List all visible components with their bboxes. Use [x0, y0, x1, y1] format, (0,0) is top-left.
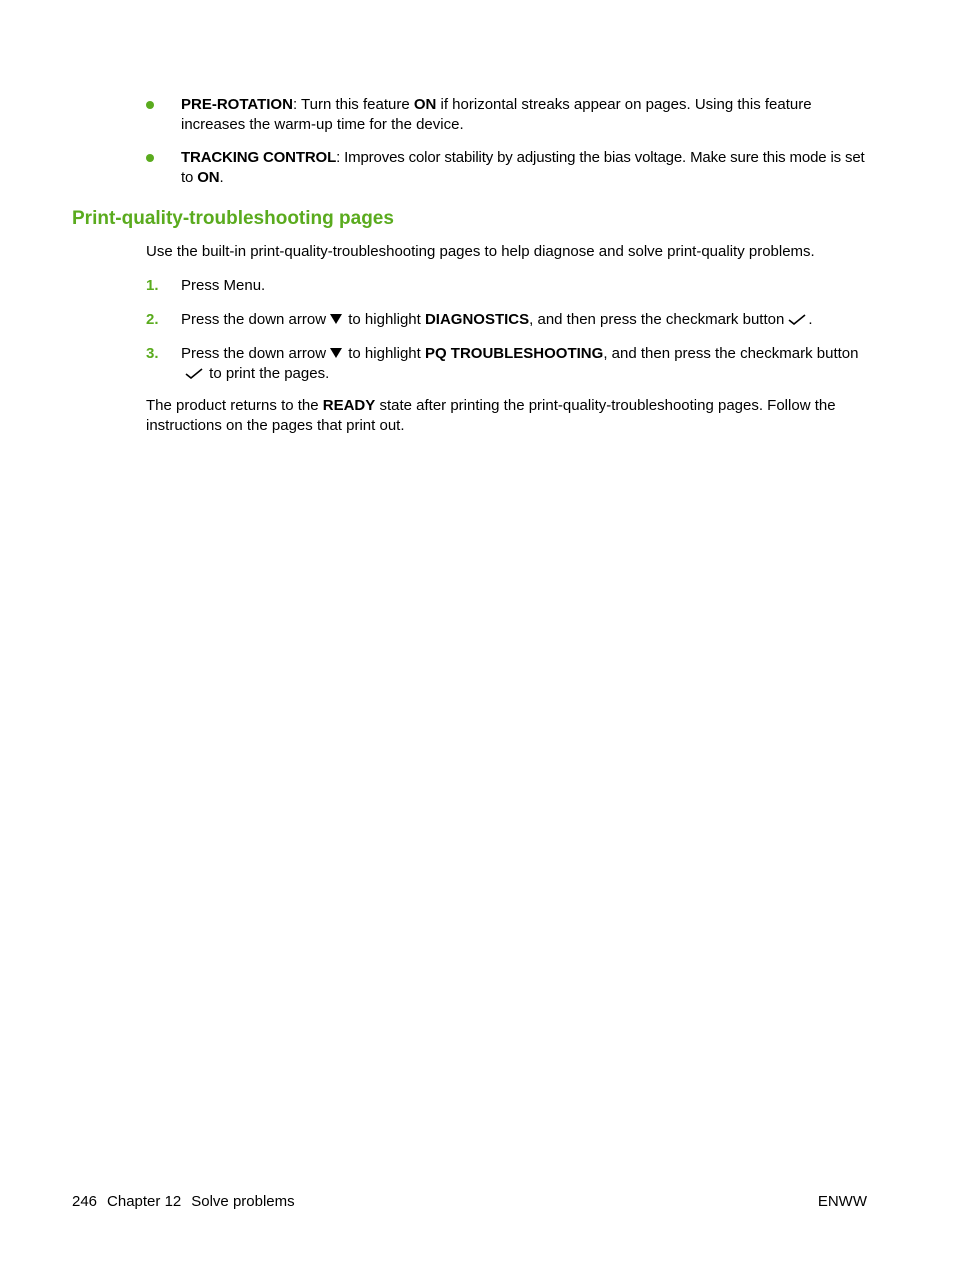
step-bold-term: PQ TROUBLESHOOTING — [424, 345, 604, 362]
bullet-term: PRE-ROTATION — [181, 96, 293, 113]
bullet-bold-value: ON — [413, 96, 437, 113]
closing-text: The product returns to the — [146, 397, 323, 414]
list-item — [145, 148, 875, 188]
checkmark-icon — [185, 367, 203, 379]
steps-list — [146, 276, 876, 398]
list-item — [146, 310, 876, 330]
bullet-text: : Turn this feature — [292, 96, 414, 113]
closing-bold-state: READY — [322, 397, 376, 414]
closing-text: state after printing the print-quality-troubleshooting pages. Follow the instructions on the pages that print out. — [146, 397, 836, 434]
step-text: , and then press the checkmark button — [603, 345, 859, 362]
step-number: 2. — [146, 311, 159, 328]
step-text: Press Menu. — [181, 277, 266, 294]
down-arrow-icon — [330, 348, 342, 358]
step-bold-term: DIAGNOSTICS — [424, 311, 530, 328]
bullet-text: . — [219, 169, 224, 186]
list-item — [146, 344, 876, 384]
bullet-dot-icon — [146, 154, 154, 162]
step-text: to highlight — [344, 345, 425, 362]
step-number: 1. — [146, 277, 159, 294]
step-text: , and then press the checkmark button — [529, 311, 785, 328]
settings-bullet-list — [145, 95, 875, 201]
step-text: to print the pages. — [205, 365, 330, 382]
step-text: Press the down arrow — [181, 311, 327, 328]
bullet-text: if horizontal streaks appear on pages. Using this feature increases the warm-up time for the device. — [181, 96, 812, 133]
chapter-title: Solve problems — [191, 1193, 295, 1210]
list-item — [146, 276, 876, 296]
list-item — [145, 95, 875, 135]
bullet-text: : Improves color stability by adjusting the bias voltage. Make sure this mode is set to — [181, 149, 865, 186]
step-number: 3. — [146, 345, 159, 362]
step-text: Press the down arrow — [181, 345, 327, 362]
step-text: . — [808, 311, 813, 328]
bullet-term: TRACKING CONTROL — [181, 149, 337, 166]
bullet-bold-value: ON — [197, 169, 220, 186]
page-footer-right: ENWW — [817, 1193, 867, 1210]
section-heading: Print-quality-troubleshooting pages — [72, 208, 394, 229]
chapter-label: Chapter 12 — [107, 1193, 182, 1210]
page-footer-left — [72, 1192, 305, 1212]
checkmark-icon — [788, 313, 806, 325]
step-text: to highlight — [344, 311, 425, 328]
intro-paragraph: Use the built-in print-quality-troubleshooting pages to help diagnose and solve print-quality problems. — [146, 243, 815, 260]
down-arrow-icon — [330, 314, 342, 324]
page-number: 246 — [72, 1193, 98, 1210]
closing-paragraph — [146, 396, 876, 436]
bullet-dot-icon — [146, 101, 154, 109]
